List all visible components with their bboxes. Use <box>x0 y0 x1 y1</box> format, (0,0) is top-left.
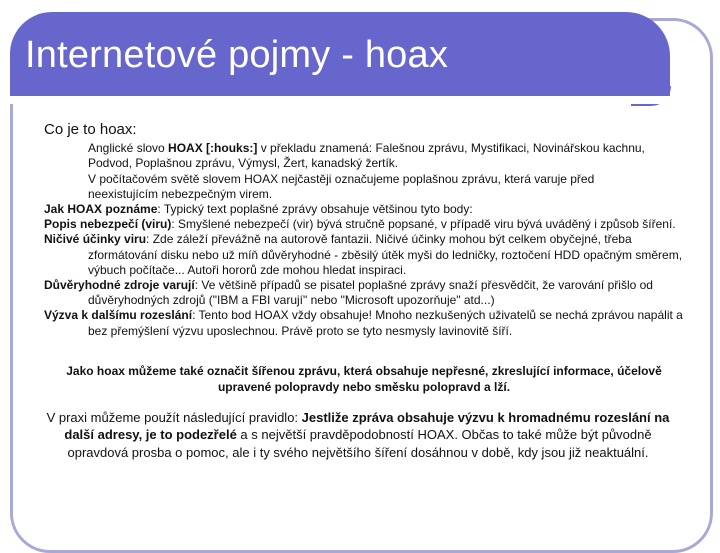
point-text: : Ve většině případů se pisatel poplašné zprávy snaží přesvědčit, že varování přišlo od důvěryhodných zdrojů ("IBM a FBI varují" nebo "Microsoft upozorňuje" atd...) <box>88 278 653 308</box>
point-text: : Smyšlené nebezpečí (vir) bývá stručně popsané, v případě viru bývá uváděný i způsob šíření. <box>171 217 676 232</box>
point-label: Výzva k dalšímu rozeslání <box>44 308 193 323</box>
summary-paragraph: Jako hoax můžeme také označit šířenou zprávu, která obsahuje nepřesné, zkreslující informace, účelově upravené polopravdy nebo směsku polopravd a lží. <box>66 363 662 394</box>
definition-line: V počítačovém světě slovem HOAX nejčastěji označujeme poplašnou zprávu, která varuje před <box>88 171 595 186</box>
point-text: : Tento bod HOAX vždy obsahuje! Mnoho nezkušených uživatelů se nechá zprávou napálit a bez přemýšlení výzvu uposlechnou. Právě proto se tyto nesmysly lavinovitě šíří. <box>88 308 683 338</box>
point-item <box>44 232 684 278</box>
title-divider <box>10 96 670 104</box>
definition-line <box>88 141 684 156</box>
section-heading: Co je to hoax: <box>44 121 137 138</box>
point-item <box>44 278 684 308</box>
hoax-pronunciation: HOAX [:houks:] <box>168 141 258 156</box>
slide-content <box>44 122 684 461</box>
rule-text: a s největší pravděpodobností HOAX. Občas to také může být původně opravdová prosba o pomoc, ale i ty svého největšího šíření dosáhnou v době, kdy jsou již neaktuální. <box>67 427 652 460</box>
point-label: Popis nebezpečí (viru) <box>44 217 172 232</box>
definition-block <box>44 141 684 202</box>
definition-text: v překladu znamená: Falešnou zprávu, Mystifikaci, Novinářskou kachnu, <box>257 141 645 156</box>
point-label: Jak HOAX poznáme <box>44 202 158 217</box>
point-label: Ničivé účinky viru <box>44 232 147 247</box>
definition-text: Anglické slovo <box>88 141 169 156</box>
points-list <box>44 202 684 339</box>
rule-paragraph <box>40 409 676 462</box>
definition-line: neexistujícím nebezpečným virem. <box>88 186 273 201</box>
rule-highlight: Jestliže zpráva obsahuje výzvu k hromadnému rozeslání na další adresy, je to podezřelé <box>64 409 670 443</box>
point-item <box>44 217 684 232</box>
point-text: : Zde záleží převážně na autorově fantazii. Ničivé účinky mohou být celkem obyčejné, třeba zformátování disku nebo už míň důvěryhodné - zběsilý útěk myši do ledničky, roztočení HDD opačným směrem, výbuch počítače... Autoři hororů zde mohou hledat inspiraci. <box>88 232 683 277</box>
point-text: : Typický text poplašné zprávy obsahuje většinou tyto body: <box>157 202 473 217</box>
rule-text: V praxi můžeme použít následující pravidlo: <box>46 409 302 425</box>
point-item <box>44 308 684 338</box>
point-label: Důvěryhodné zdroje varují <box>44 278 195 293</box>
slide-title: Internetové pojmy - hoax <box>25 34 449 76</box>
definition-line: Podvod, Poplašnou zprávu, Výmysl, Žert, kanadský žertík. <box>88 156 399 171</box>
point-item <box>44 202 684 217</box>
